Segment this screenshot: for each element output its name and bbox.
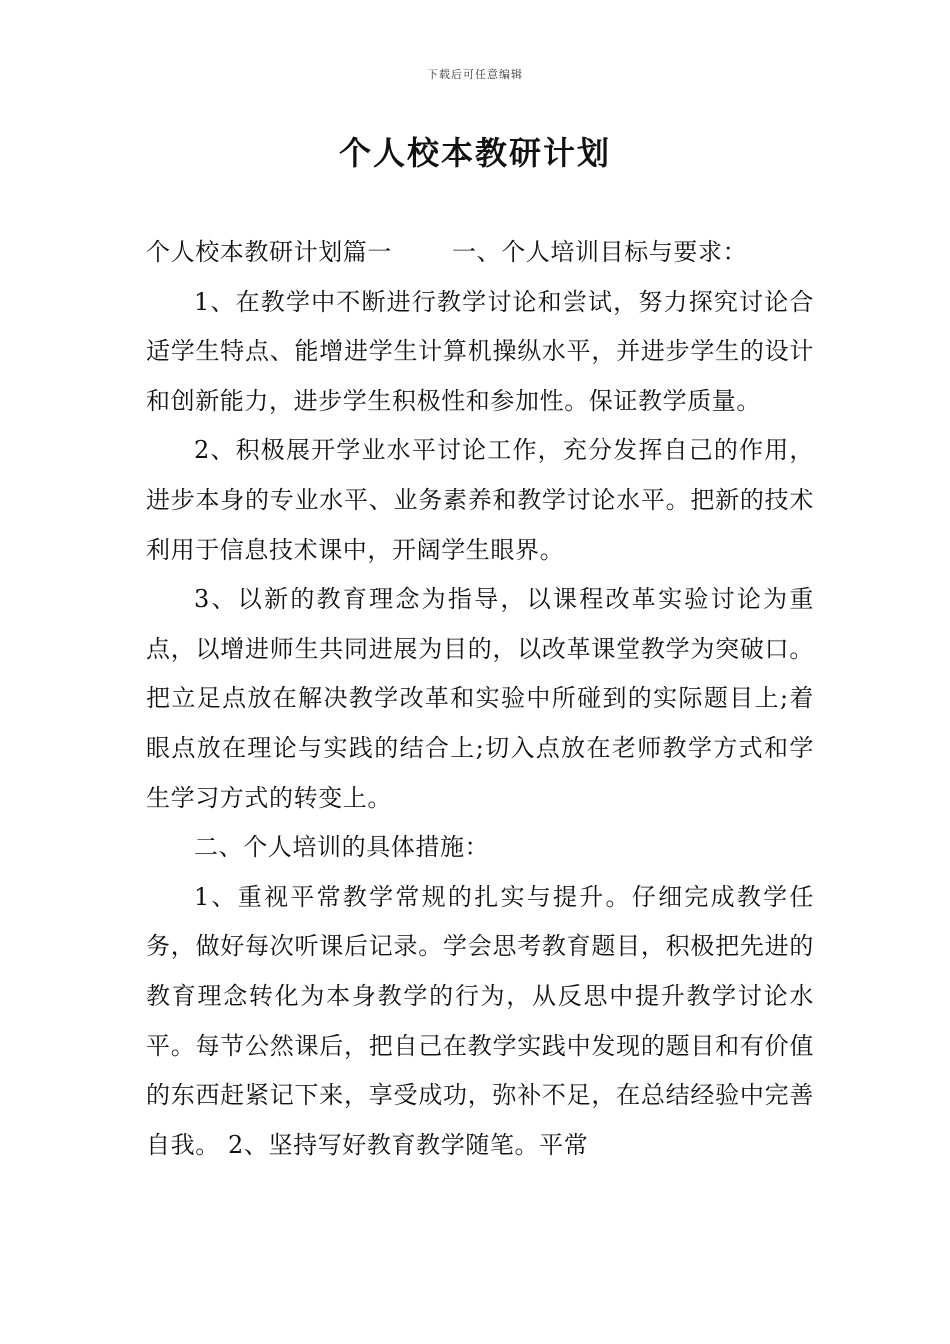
section-label: 个人校本教研计划篇一 — [146, 238, 392, 266]
paragraph-goal-1: 1、在教学中不断进行教学讨论和尝试，努力探究讨论合适学生特点、能增进学生计算机操纵水平，并进步学生的设计和创新能力，进步学生积极性和参加性。保证教学质量。 — [146, 287, 814, 415]
section-heading-goals: 一、个人培训目标与要求： — [452, 238, 748, 266]
section-heading-measures: 二、个人培训的具体措施： — [194, 833, 490, 862]
opening-line — [146, 228, 814, 278]
document-body — [146, 228, 814, 1170]
header-note: 下载后可任意编辑 — [427, 68, 523, 81]
paragraph-goal-3: 3、以新的教育理念为指导，以课程改革实验讨论为重点，以增进师生共同进展为目的，以改革课堂教学为突破口。把立足点放在解决教学改革和实验中所碰到的实际题目上;着眼点放在理论与实践的结合上;切入点放在老师教学方式和学生学习方式的转变上。 — [146, 585, 814, 812]
paragraph-goal-2: 2、积极展开学业水平讨论工作，充分发挥自己的作用，进步本身的专业水平、业务素养和教学讨论水平。把新的技术利用于信息技术课中，开阔学生眼界。 — [146, 436, 814, 564]
paragraph-measure-1: 1、重视平常教学常规的扎实与提升。仔细完成教学任务，做好每次听课后记录。学会思考教育题目，积极把先进的教育理念转化为本身教学的行为，从反思中提升教学讨论水平。每节公然课后，把自己在教学实践中发现的题目和有价值的东西赶紧记下来，享受成功，弥补不足，在总结经验中完善自我。 2、坚持写好教育教学随笔。平常 — [146, 882, 814, 1159]
document-title: 个人校本教研计划 — [338, 134, 611, 172]
